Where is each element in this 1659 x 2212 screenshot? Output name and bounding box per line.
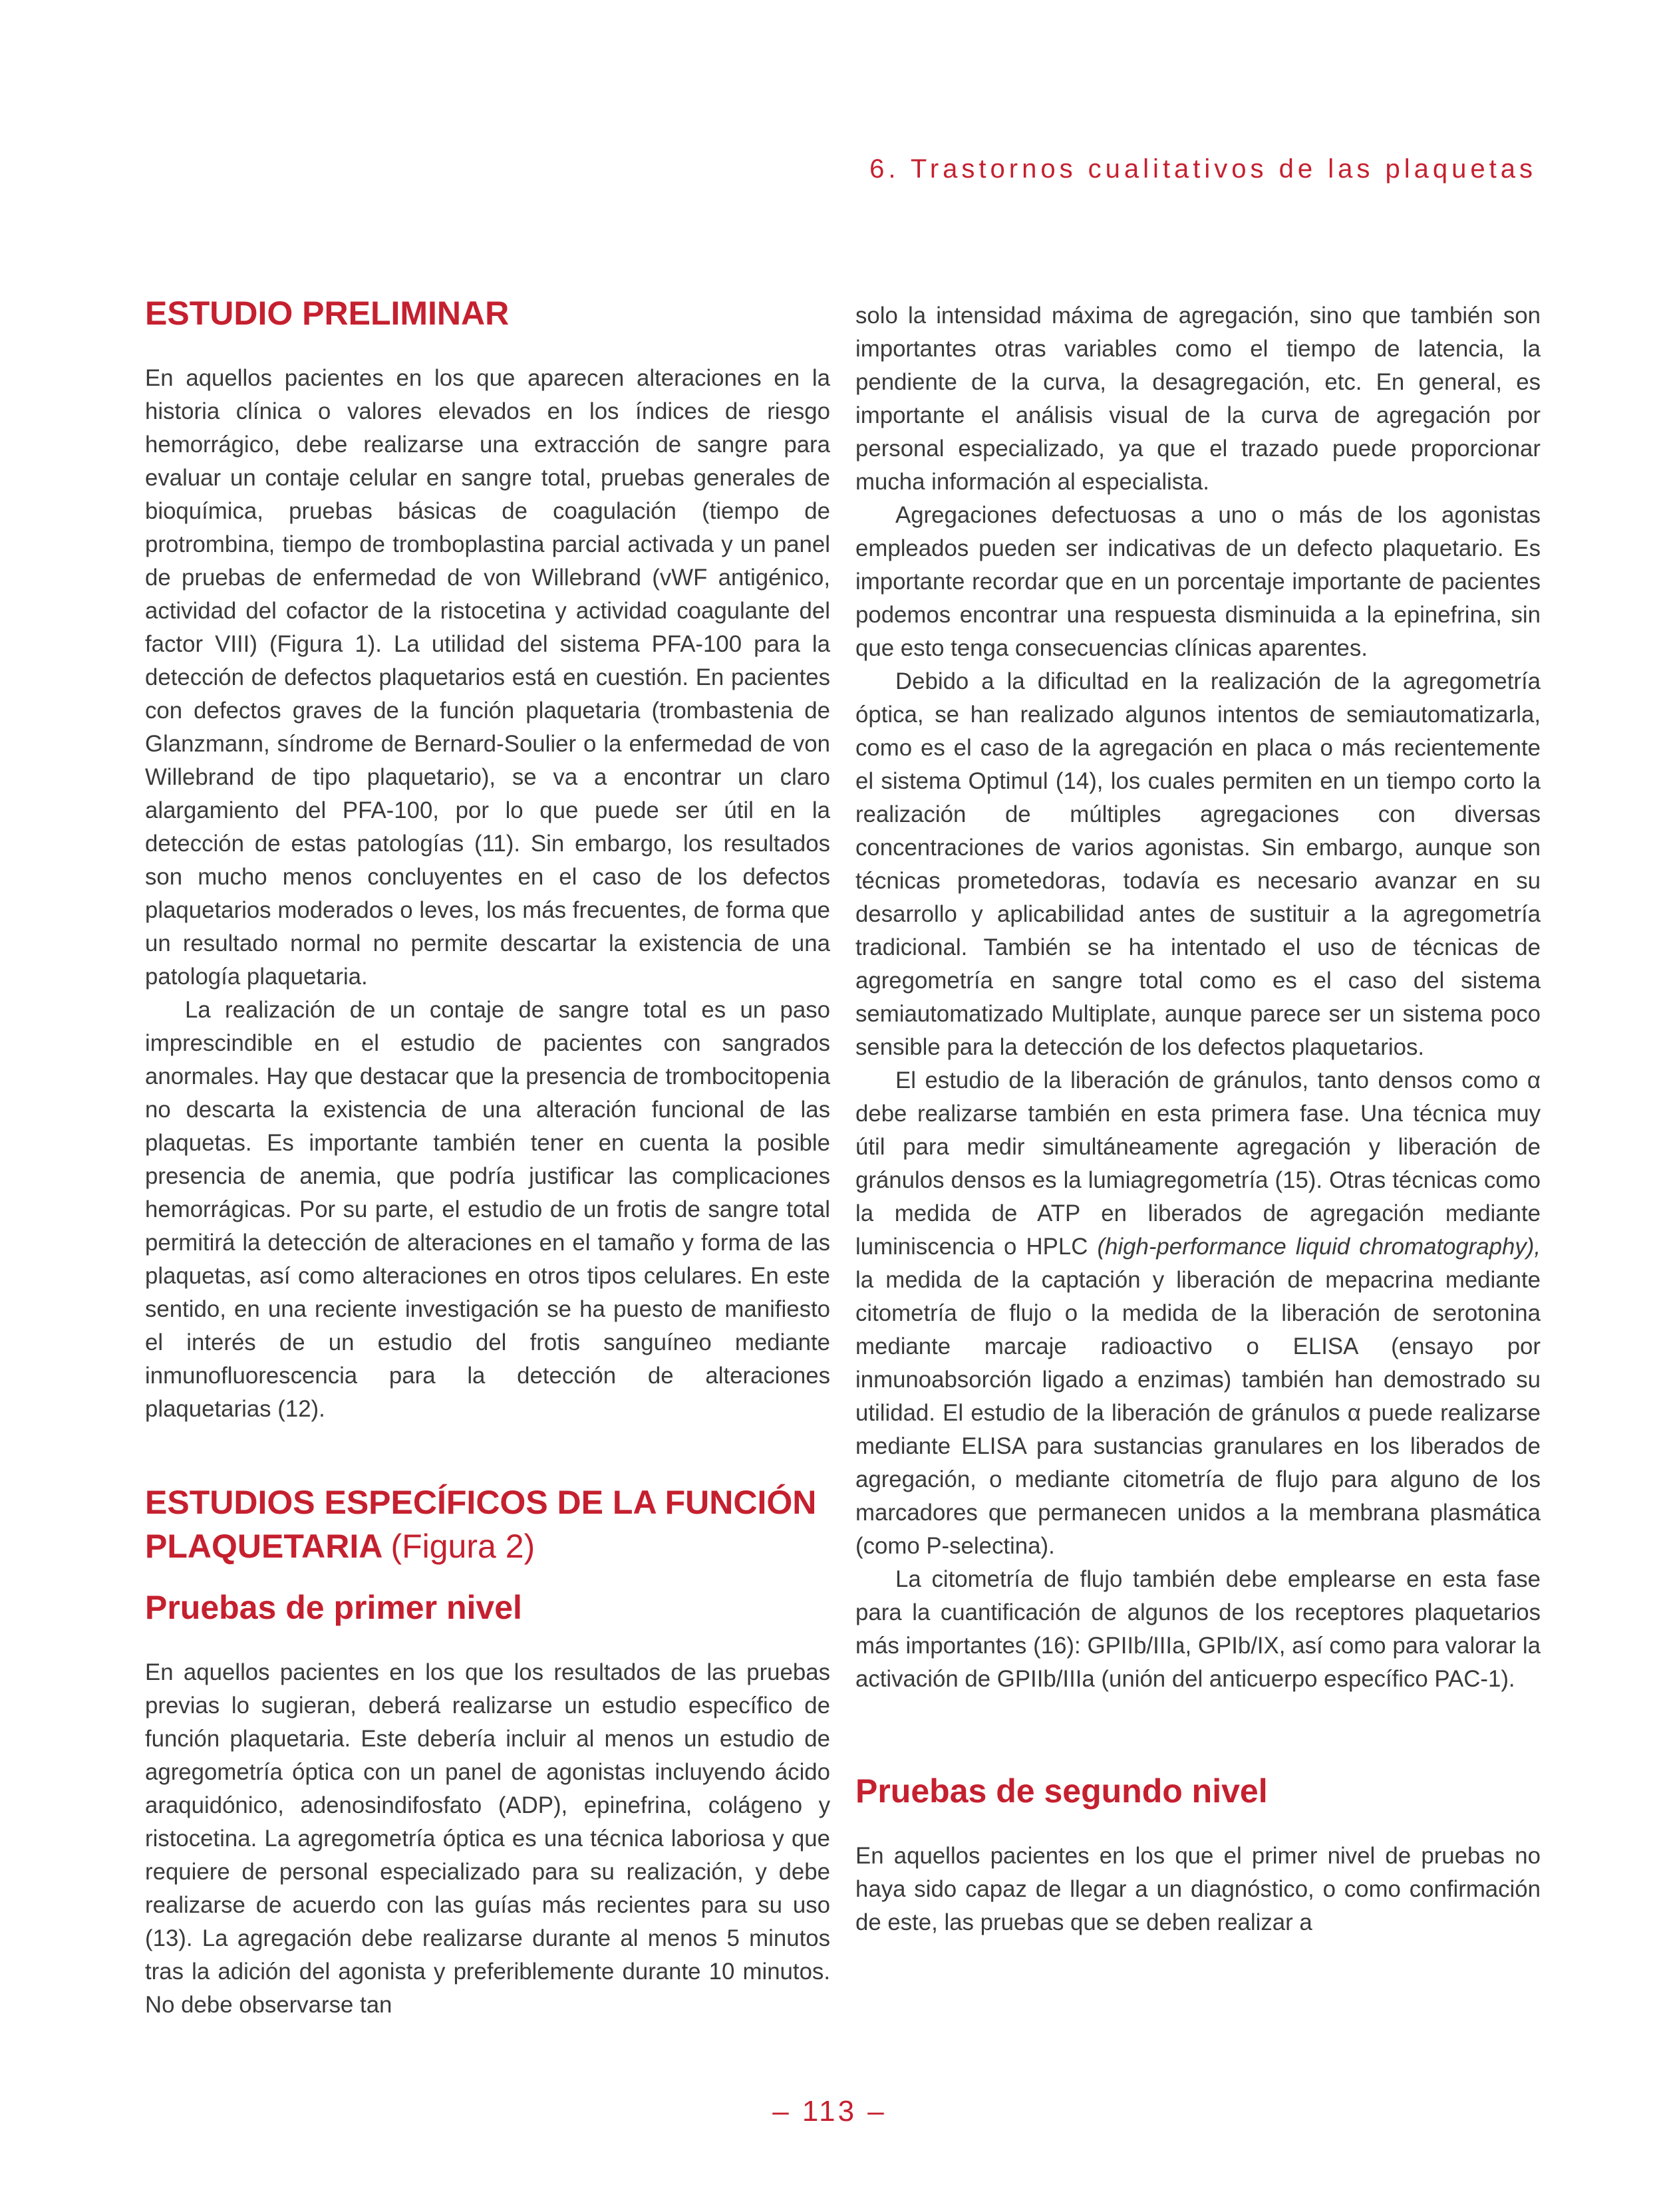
heading-text: ESTUDIOS ESPECÍFICOS DE LA FUNCIÓN PLAQUETARIA [145,1484,817,1565]
heading-estudios-especificos [145,1480,830,1568]
heading-pruebas-segundo-nivel: Pruebas de segundo nivel [855,1772,1268,1810]
heading-pruebas-primer-nivel: Pruebas de primer nivel [145,1589,522,1626]
paragraph: La realización de un contaje de sangre total es un paso imprescindible en el estudio de pacientes con sangrados anormales. Hay que destacar que la presencia de trombocitopenia no descarta la existencia de una alteración funcional de las plaquetas. Es importante también tener en cuenta la posible presencia de anemia, que podría justificar las complicaciones hemorrágicas. Por su parte, el estudio de un frotis de sangre total permitirá la detección de alteraciones en el tamaño y forma de las plaquetas, así como alteraciones en otros tipos celulares. En este sentido, en una reciente investigación se ha puesto de manifiesto el interés de un estudio del frotis sanguíneo mediante inmunofluorescencia para la detección de alteraciones plaquetarias (12). [145,997,830,1422]
paragraph: solo la intensidad máxima de agregación, sino que también son importantes otras variables como el tiempo de latencia, la pendiente de la curva, la desagregación, etc. En general, es importante el análisis visual de la curva de agregación por personal especializado, ya que el trazado puede proporcionar mucha información al especialista. [855,303,1541,495]
paragraph: En aquellos pacientes en los que el primer nivel de pruebas no haya sido capaz de llegar a un diagnóstico, o como confirmación de este, las pruebas que se deben realizar a [855,1843,1541,1935]
paragraph: Agregaciones defectuosas a uno o más de los agonistas empleados pueden ser indicativas de un defecto plaquetario. Es importante recordar que en un porcentaje importante de pacientes podemos encontrar una respuesta disminuida a la epinefrina, sin que esto tenga consecuencias clínicas aparentes. [855,502,1541,661]
paragraph: Debido a la dificultad en la realización de la agregometría óptica, se han realizado algunos intentos de semiautomatizarla, como es el caso de la agregación en placa o más recientemente el sistema Optimul (14), los cuales permiten en un tiempo corto la realización de múltiples agregaciones con diversas concentraciones de varios agonistas. Sin embargo, aunque son técnicas prometedoras, todavía es necesario avanzar en su desarrollo y aplicabilidad antes de sustituir a la agregometría tradicional. También se ha intentado el uso de técnicas de agregometría en sangre total como es el caso del sistema semiautomatizado Multiplate, aunque parece ser un sistema poco sensible para la detección de los defectos plaquetarios. [855,668,1541,1060]
paragraph: En aquellos pacientes en los que aparecen alteraciones en la historia clínica o valores elevados en los índices de riesgo hemorrágico, debe realizarse una extracción de sangre para evaluar un contaje celular en sangre total, pruebas generales de bioquímica, pruebas básicas de coagulación (tiempo de protrombina, tiempo de tromboplastina parcial activada y un panel de pruebas de enfermedad de von Willebrand (vWF antigénico, actividad del cofactor de la ristocetina y actividad coagulante del factor VIII) (Figura 1). La utilidad del sistema PFA-100 para la detección de defectos plaquetarios está en cuestión. En pacientes con defectos graves de la función plaquetaria (trombastenia de Glanzmann, síndrome de Bernard-Soulier o la enfermedad de von Willebrand de tipo plaquetario), se va a encontrar un claro alargamiento del PFA-100, por lo que puede ser útil en la detección de estas patologías (11). Sin embargo, los resultados son mucho menos concluyentes en el caso de los defectos plaquetarios moderados o leves, los más frecuentes, de forma que un resultado normal no permite descartar la existencia de una patología plaquetaria. [145,365,830,990]
heading-estudio-preliminar: ESTUDIO PRELIMINAR [145,295,510,332]
paragraph [855,1064,1541,1563]
paragraph: En aquellos pacientes en los que los resultados de las pruebas previas lo sugieran, deberá realizarse un estudio específico de función plaquetaria. Este debería incluir al menos un estudio de agregometría óptica con un panel de agonistas incluyendo ácido araquidónico, adenosindifosfato (ADP), epinefrina, colágeno y ristocetina. La agregometría óptica es una técnica laboriosa y que requiere de personal especializado para su realización, y debe realizarse de acuerdo con las guías más recientes para su uso (13). La agregación debe realizarse durante al menos 5 minutos tras la adición del agonista y preferiblemente durante 10 minutos. No debe observarse tan [145,1659,830,2018]
italic-term: (high-performance liquid chromatography), [1097,1234,1541,1260]
paragraph-text: El estudio de la liberación de gránulos, tanto densos como α debe realizarse también en esta primera fase. Una técnica muy útil para medir simultáneamente agregación y liberación de gránulos densos es la lumiagregometría (15). Otras técnicas como la medida de ATP en liberados de agregación mediante luminiscencia o HPLC [855,1067,1541,1260]
right-column [855,299,1541,1939]
left-column [145,291,830,2022]
page-number: – 113 – [772,2095,887,2128]
figure-reference: (Figura 2) [390,1528,535,1565]
paragraph-text: la medida de la captación y liberación de mepacrina mediante citometría de flujo o la medida de la liberación de serotonina mediante marcaje radioactivo o ELISA (ensayo por inmunoabsorción ligado a enzimas) también han demostrado su utilidad. El estudio de la liberación de gránulos α puede realizarse mediante ELISA para sustancias granulares en los liberados de agregación, o mediante citometría de flujo para alguno de los marcadores que permanecen unidos a la membrana plasmática (como P-selectina). [855,1267,1541,1559]
paragraph: La citometría de flujo también debe emplearse en esta fase para la cuantificación de algunos de los receptores plaquetarios más importantes (16): GPIIb/IIIa, GPIb/IX, así como para valorar la activación de GPIIb/IIIa (unión del anticuerpo específico PAC-1). [855,1566,1541,1692]
running-header: 6. Trastornos cualitativos de las plaquetas [869,154,1537,184]
